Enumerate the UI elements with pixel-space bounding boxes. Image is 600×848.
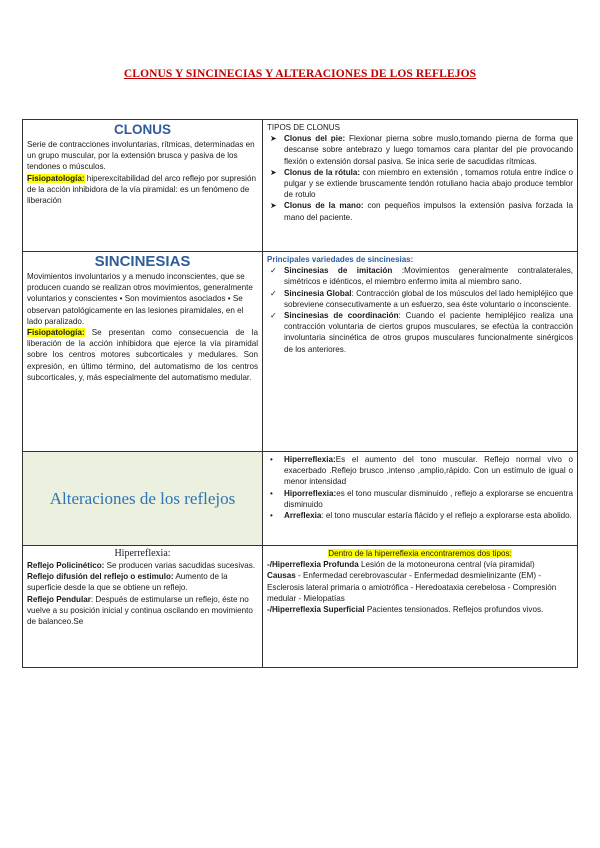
- hiperreflexia-tipos-header: Dentro de la hiperreflexia encontraremos dos tipos:: [328, 549, 512, 558]
- list-item: • Hiporreflexia:es el tono muscular disminuido , reflejo a explorarse se encuentra disminuido: [270, 488, 573, 509]
- clonus-definition: Serie de contracciones involuntarias, rítmicas, determinadas en un grupo muscular, por la extensión brusca y pasiva de los tendones o músculos.: [27, 140, 255, 172]
- list-item: ➤ Clonus de la rótula: con miembro en extensión , tomamos rotula entre índice o pulgar y se extiende bruscamente tendón rotuliano hacia abajo produce temblor de rotulo: [270, 167, 573, 200]
- row-alteraciones: [23, 452, 578, 546]
- list-item: ✓ Sincinesia Global: Contracción global de los músculos del lado hemipléjico que sobreviene consecutivamente a un esfuerzo, sea éste voluntario o inconsciente.: [270, 288, 573, 309]
- list-item: ➤ Clonus de la mano: con pequeños impulsos la extensión pasiva forzada la mano del paciente.: [270, 201, 573, 222]
- row-clonus: [23, 120, 578, 252]
- clonus-fisio-label: Fisiopatología:: [27, 173, 85, 183]
- clonus-cell: [23, 120, 263, 252]
- checkmark-icon: ✓: [270, 288, 277, 298]
- clonus-heading: CLONUS: [114, 122, 171, 137]
- list-item: ✓ Sincinesias de coordinación: Cuando el paciente hemipléjico realiza una contracción voluntaria de ciertos grupos musculares, se efectúa la contracción involuntaria sincinética de otros grupos musculares funcionalmente sinérgicos de los anteriores.: [270, 311, 573, 354]
- arrow-bullet-icon: ➤: [270, 201, 277, 211]
- alteraciones-cell: [23, 452, 263, 546]
- clonus-fisio: [27, 173, 258, 207]
- alteraciones-heading: Alteraciones de los reflejos: [49, 488, 236, 508]
- arrow-bullet-icon: ➤: [270, 134, 277, 144]
- bullet-icon: •: [270, 488, 273, 498]
- sincinesias-heading: SINCINESIAS: [94, 253, 191, 270]
- hiperreflexia-profunda: -/Hiperreflexia Profunda Lesión de la motoneurona central (vía piramidal): [267, 560, 535, 570]
- sincinesias-varieties-list: [267, 265, 573, 355]
- list-item: • Arreflexia: el tono muscular estaría flácido y el reflejo a explorarse esta abolido.: [270, 511, 572, 521]
- list-item: • Hiperreflexia:Es el aumento del tono muscular. Reflejo normal vivo o exacerbado .Reflejo brusco ,intenso ,amplio,rápido. Con un estímulo de igual o menor intensidad: [270, 455, 573, 487]
- bullet-icon: •: [270, 511, 273, 521]
- list-item: ✓ Sincinesias de imitación :Movimientos generalmente contralaterales, simétricos e idénticos, el miembro enfermo imita al miembro sano.: [270, 266, 573, 287]
- clonus-types-list: [267, 133, 573, 223]
- clonus-types-header: TIPOS DE CLONUS: [267, 123, 340, 132]
- hiperreflexia-causas: Causas - Enfermedad cerebrovascular - Enfermedad desmielinizante (EM) - Esclerosis lateral primaria o amiotrófica - Heredoataxia cerebelosa - Compresión medular - Mielopatías: [267, 571, 557, 603]
- reflejo-item: Reflejo Pendular: Después de estimularse un reflejo, éste no vuelve a su posición inicial y continua oscilando en movimiento de balanceo.Se: [27, 594, 253, 627]
- sincinesias-cell: [23, 252, 263, 452]
- sincinesias-fisio-label: Fisiopatología:: [27, 328, 85, 338]
- alteraciones-list: [267, 454, 573, 521]
- arrow-bullet-icon: ➤: [270, 167, 277, 177]
- checkmark-icon: ✓: [270, 311, 277, 321]
- clonus-types-cell: [263, 120, 578, 252]
- bullet-icon: •: [270, 455, 273, 464]
- reflejo-item: Reflejo difusión del reflejo o estimulo: Aumento de la superficie desde la que se obtiene un reflejo.: [27, 572, 228, 593]
- sincinesias-fisio: [27, 327, 258, 383]
- clonus-fisio-text: hiperexcitabilidad del arco reflejo por supresión de la acción inhibidora de la vía piramidal: es un fenómeno de liberación: [27, 173, 256, 206]
- list-item: ➤ Clonus del pie: Flexionar pierna sobre muslo,tomando pierna de forma que descanse sobre antebrazo y luego tomamos cara plantar del pie provocando flexión o extensión dorsal pasiva. Se inica serie de sacudidas rítmicas.: [270, 134, 573, 166]
- hiperreflexia-heading: Hiperreflexia:: [114, 548, 171, 559]
- summary-table: [22, 119, 578, 668]
- hiperreflexia-cell: [23, 546, 263, 668]
- hiperreflexia-superficial: -/Hiperreflexia Superficial Pacientes tensionados. Reflejos profundos vivos.: [267, 605, 544, 615]
- row-hiperreflexia: [23, 546, 578, 668]
- reflejo-item: Reflejo Policinético: Se producen varias sacudidas sucesivas.: [27, 561, 256, 570]
- document-title: CLONUS Y SINCINECIAS Y ALTERACIONES DE LOS REFLEJOS: [123, 68, 477, 80]
- sincinesias-fisio-text: Se presentan como consecuencia de la liberación de la acción inhibidora que ejerce la vía piramidal sobre los centros motores subcorticales y medulares. Son expresión, en último término, del automatismo de los centros subcorticales, y, más especialmente del automatismo medular.: [27, 328, 258, 382]
- alteraciones-list-cell: [263, 452, 578, 546]
- row-sincinesias: [23, 252, 578, 452]
- checkmark-icon: ✓: [270, 266, 277, 276]
- sincinesias-varieties-header: Principales variedades de sincinesias:: [267, 255, 414, 264]
- sincinesias-varieties-cell: [263, 252, 578, 452]
- sincinesias-definition: Movimientos involuntarios y a menudo inconscientes, que se producen cuando se realizan otros movimientos, generalmente voluntarios y conscientes • Son movimientos asociados • Se observan patológicamente en las lesiones piramidales, en el lado paralizado.: [27, 272, 253, 326]
- hiperreflexia-tipos-cell: [263, 546, 578, 668]
